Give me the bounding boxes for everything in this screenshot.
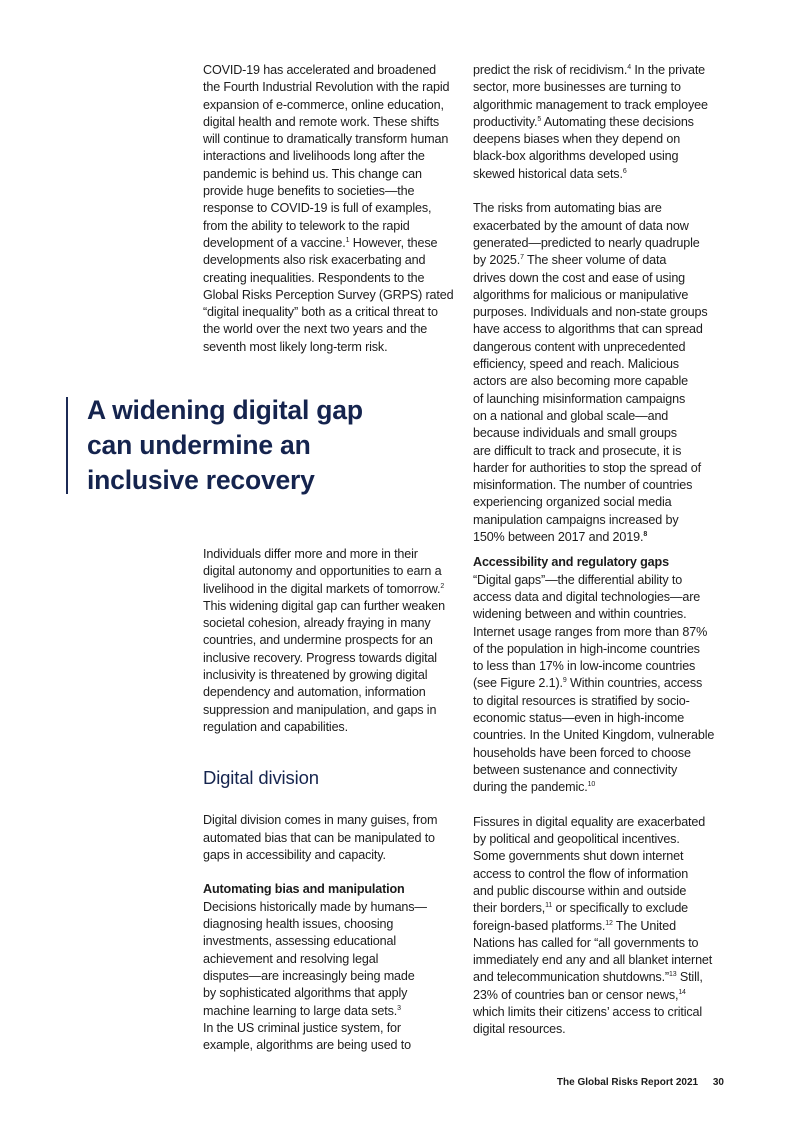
- digital-gaps-paragraph: “Digital gaps”—the differential ability to access data and digital technologies—are widening between and within countries. Internet usage ranges from more than 87% of the population in high-income countries to less than 17% in low-income countries (see Figure 2.1).$^9$ Within countries, access to digital resources is stratified by socio- economic status—even in high-income countries. In the United Kingdom, vulnerable households have been forced to choose between sustenance and connectivity during the pandemic.$^{10}$: [473, 572, 715, 795]
- report-title: The Global Risks Report 2021: [556, 1077, 699, 1088]
- automating-bias-paragraph: Decisions historically made by humans— diagnosing health issues, choosing investments, assessing educational achievement and resolving legal disputes—are increasingly being made by sophisticated algorithms that apply machine learning to large data sets.$^3$ In the US criminal justice system, for example, algorithms are being used to: [203, 899, 427, 1053]
- automating-bias-heading: Automating bias and manipulation: [203, 882, 405, 897]
- accessibility-heading: Accessibility and regulatory gaps: [473, 555, 669, 570]
- digital-division-heading: Digital division: [203, 767, 319, 789]
- digital-gap-paragraph: Individuals differ more and more in their digital autonomy and opportunities to earn a livelihood in the digital markets of tomorrow.$^2$ This widening digital gap can further weaken societal cohesion, already fraying in many countries, and undermine prospects for an inclusive recovery. Progress towards digital inclusivity is threatened by growing digital dependency and automation, information suppression and manipulation, and gaps in regulation and capabilities.: [203, 547, 445, 734]
- fissures-paragraph: Fissures in digital equality are exacerbated by political and geopolitical incentives. Some governments shut down internet access to control the flow of information and public discourse within and outside their borders,$^{11}$ or specifically to exclude foreign-based platforms.$^{12}$ The United Nations has called for “all governments to immediately end any and all blanket internet and telecommunication shutdowns.”$^{13}$ Still, 23% of countries ban or censor news,$^{14}$ which limits their citizens’ access to critical digital resources.: [473, 814, 713, 1037]
- left-body: [203, 546, 465, 1054]
- page-number: 30: [712, 1077, 724, 1088]
- section-heading: A widening digital gap can undermine an inclusive recovery: [87, 395, 363, 495]
- data-volume-paragraph: The risks from automating bias are exacerbated by the amount of data now generated—predicted to nearly quadruple by 2025.$^7$ The sheer volume of data drives down the cost and ease of using algorithms for malicious or manipulative purposes. Individuals and non-state groups have access to algorithms that can spread dangerous content with unprecedented efficiency, speed and reach. Malicious actors are also becoming more capable of launching misinformation campaigns on a national and global scale—and because individuals and small groups are difficult to track and prosecute, it is harder for authorities to stop the spread of misinformation. The number of countries experiencing organized social media manipulation campaigns increased by 150% between 2017 and 2019.$^8$: [473, 201, 708, 545]
- digital-division-paragraph: Digital division comes in many guises, from automated bias that can be manipulated to gaps in accessibility and capacity.: [203, 813, 438, 862]
- recidivism-paragraph: predict the risk of recidivism.$^4$ In the private sector, more businesses are turning to algorithmic management to track employee productivity.$^5$ Automating these decisions deepens biases when they depend on black-box algorithms developed using skewed historical data sets.$^6$: [473, 63, 708, 181]
- heading-accent-bar: [66, 397, 68, 494]
- page-footer: [557, 1077, 724, 1088]
- intro-paragraph: COVID-19 has accelerated and broadened the Fourth Industrial Revolution with the rapid expansion of e-commerce, online education, digital health and remote work. These shifts will continue to dramatically transform human interactions and livelihoods long after the pandemic is behind us. This change can provide huge benefits to societies—the response to COVID-19 is full of examples, from the ability to telework to the rapid development of a vaccine.$^1$ However, these developments also risk exacerbating and creating inequalities. Respondents to the Global Risks Perception Survey (GRPS) rated “digital inequality” both as a critical threat to the world over the next two years and the seventh most likely long-term risk.: [203, 63, 454, 354]
- right-column: [473, 62, 735, 1039]
